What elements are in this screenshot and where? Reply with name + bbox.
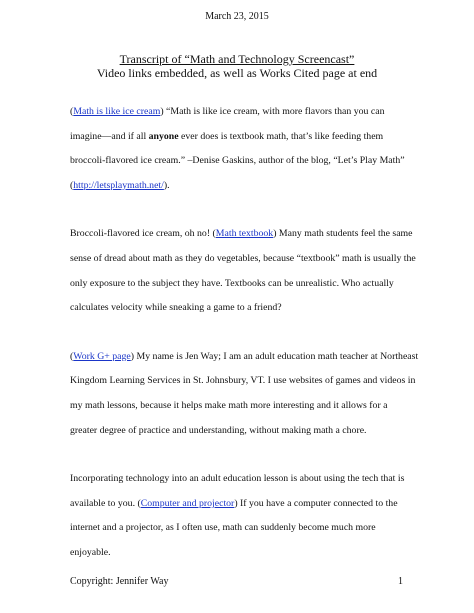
- text-span: ) “Math is like ice cream, with more flavors than you can: [160, 106, 385, 117]
- text-span: ) My name is Jen Way; I am an adult education math teacher at Northeast: [130, 350, 419, 362]
- paragraph-3: [70, 345, 419, 443]
- paragraph-1: [70, 100, 410, 198]
- document-body: [70, 100, 419, 590]
- paragraph-line: my math lessons, because it helps make math more interesting and it allows for a: [70, 399, 388, 411]
- paragraph-line: [70, 345, 419, 370]
- paragraph-line: greater degree of practice and understanding, without making math a chore.: [70, 424, 367, 436]
- paragraph-line: internet and a projector, as I often use, math can suddenly become much more: [70, 522, 376, 534]
- text-span: ) If you have a computer connected to the: [234, 497, 398, 509]
- text-span: (: [70, 179, 74, 191]
- paragraph-line: enjoyable.: [70, 546, 111, 558]
- paragraph-line: [70, 125, 410, 150]
- computer-projector-link[interactable]: Computer and projector: [140, 497, 235, 509]
- title-line-1: Transcript of “Math and Technology Screencast”: [119, 52, 355, 66]
- paragraph-line: [70, 222, 413, 247]
- text-span: (: [70, 106, 74, 117]
- math-textbook-link[interactable]: Math textbook: [215, 228, 274, 240]
- text-span: available to you. (: [70, 497, 141, 509]
- text-span: ever does is textbook math, that’s like feeding them: [178, 130, 384, 142]
- document-title: [0, 52, 474, 80]
- paragraph-line: Kingdom Learning Services in St. Johnsbury, VT. I use websites of games and videos in: [70, 375, 416, 387]
- math-ice-cream-link[interactable]: Math is like ice cream: [73, 106, 161, 117]
- document-date: March 23, 2015: [205, 11, 269, 22]
- bold-emphasis: anyone: [148, 130, 179, 142]
- letsplaymath-link[interactable]: http://letsplaymath.net/: [73, 179, 164, 191]
- paragraph-line: calculates velocity while sneaking a game to a friend?: [70, 302, 282, 314]
- text-span: imagine—and if all: [70, 130, 149, 142]
- paragraph-2: [70, 222, 416, 320]
- text-span: (: [70, 350, 74, 362]
- text-span: ).: [163, 179, 170, 191]
- title-line-2: Video links embedded, as well as Works Cited page at end: [96, 66, 378, 80]
- footer-copyright: Copyright: Jennifer Way: [70, 576, 169, 587]
- paragraph-line: only exposure to the subject they have. Textbooks can be unrealistic. Who actually: [70, 277, 394, 289]
- text-span: Broccoli-flavored ice cream, oh no! (: [70, 228, 216, 240]
- paragraph-line: [70, 492, 410, 517]
- paragraph-line: broccoli-flavored ice cream.” –Denise Gaskins, author of the blog, “Let’s Play Math”: [70, 155, 405, 167]
- paragraph-line: Incorporating technology into an adult education lesson is about using the tech that is: [70, 473, 405, 485]
- paragraph-line: sense of dread about math as they do vegetables, because “textbook” math is usually the: [70, 252, 416, 264]
- paragraph-line: [70, 100, 410, 125]
- paragraph-line: [70, 174, 410, 199]
- work-gplus-page-link[interactable]: Work G+ page: [73, 350, 131, 362]
- paragraph-4: [70, 467, 410, 565]
- text-span: ) Many math students feel the same: [273, 228, 413, 240]
- footer-page-number: 1: [398, 576, 403, 587]
